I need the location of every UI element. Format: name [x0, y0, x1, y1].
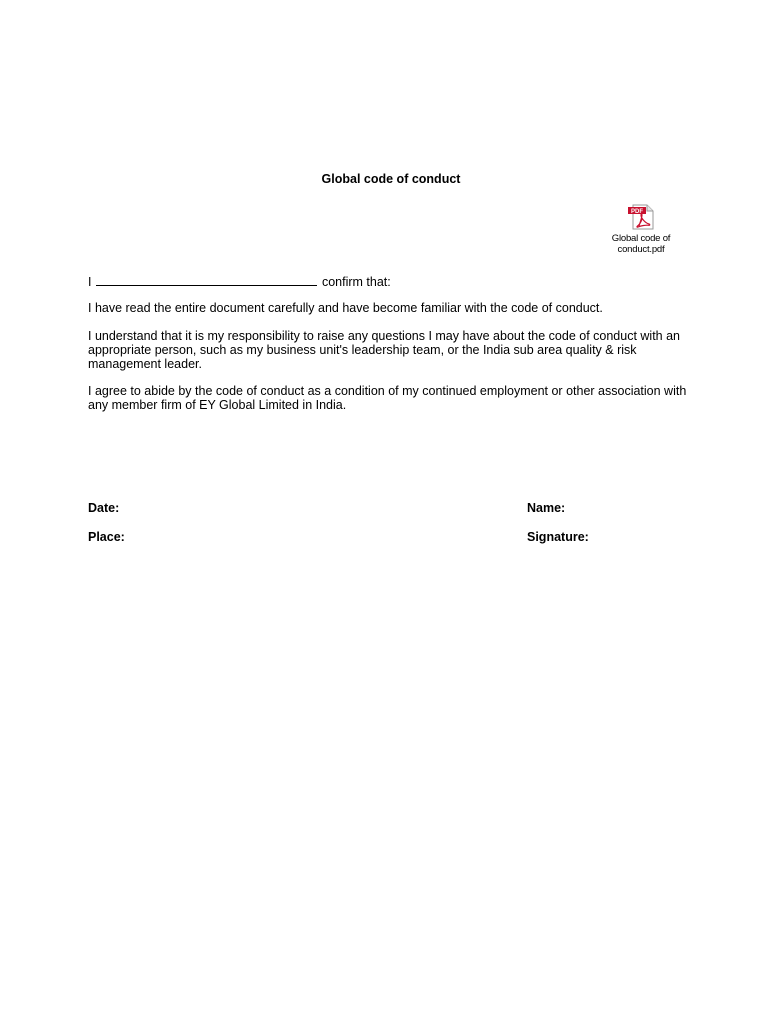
attachment-filename-line1: Global code of	[611, 233, 671, 244]
paragraph-agreement: I agree to abide by the code of conduct as a condition of my continued employment or other association with any member firm of EY Global Limited in India.	[88, 384, 687, 412]
attachment-filename-line2: conduct.pdf	[617, 244, 665, 255]
paragraph-responsibility: I understand that it is my responsibility to raise any questions I may have about the code of conduct with an appropriate person, such as my business unit's leadership team, or the India sub area quality & risk management leader.	[88, 329, 680, 371]
svg-text:PDF: PDF	[631, 209, 643, 215]
confirm-statement	[88, 273, 391, 289]
paragraph-read-document: I have read the entire document carefully and have become familiar with the code of conduct.	[88, 301, 603, 315]
pdf-file-icon	[600, 204, 682, 230]
name-label: Name:	[527, 501, 566, 515]
page-title: Global code of conduct	[321, 172, 461, 186]
confirm-prefix: I	[88, 275, 92, 289]
date-label: Date:	[88, 501, 120, 515]
confirm-suffix: confirm that:	[321, 275, 391, 289]
signature-label: Signature:	[527, 530, 589, 544]
place-label: Place:	[88, 530, 125, 544]
name-blank-line	[96, 273, 317, 286]
pdf-attachment[interactable]	[600, 204, 682, 255]
attachment-filename	[600, 233, 682, 255]
